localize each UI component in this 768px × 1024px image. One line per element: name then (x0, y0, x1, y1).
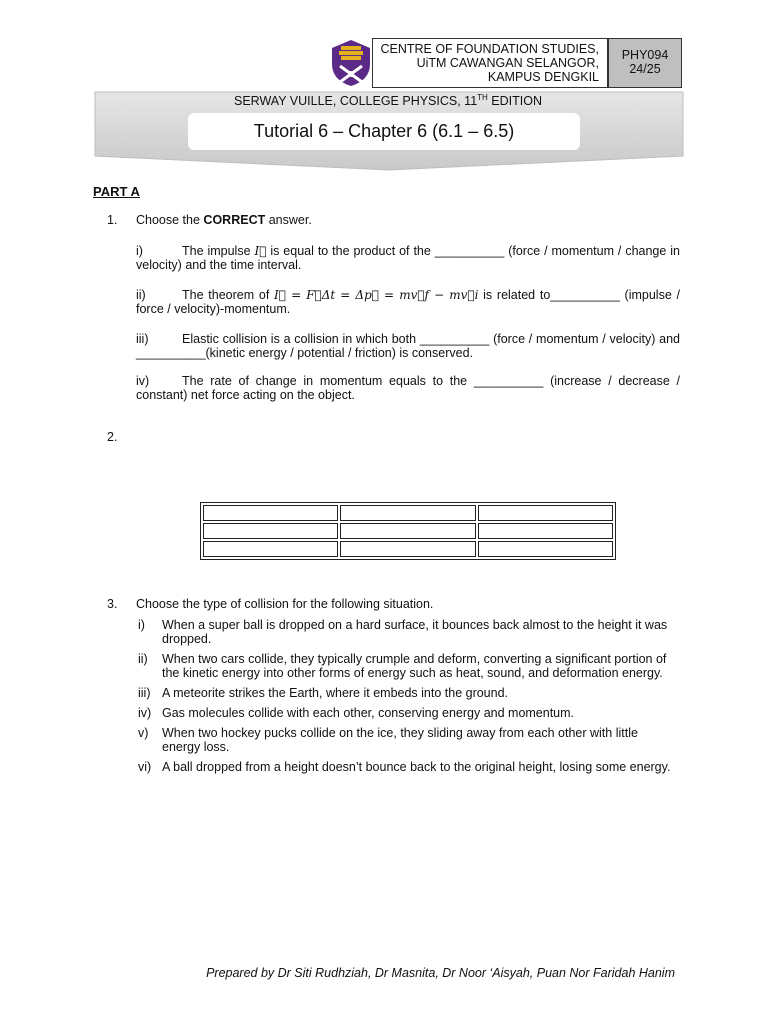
q3-text: When two hockey pucks collide on the ice, they sliding away from each other with little energy loss. (162, 726, 638, 754)
q1-instruction (136, 213, 312, 227)
list-item (136, 686, 676, 700)
answer-table (200, 502, 616, 560)
table-row (203, 523, 613, 539)
q1-item (136, 288, 680, 316)
list-item (136, 760, 676, 774)
q1-roman: iii) (136, 332, 149, 346)
q1-number: 1. (107, 213, 118, 227)
table-cell[interactable] (478, 523, 613, 539)
q3-roman: ii) (138, 652, 148, 666)
institution-box (372, 38, 608, 88)
q1-text: is equal to the product of the __________ (force / momentum / change in velocity) and the time interval. (136, 244, 680, 272)
q1-text: is related to__________ (impulse / force / velocity)-momentum. (136, 288, 680, 316)
table-cell[interactable] (478, 541, 613, 557)
institution-line: UiTM CAWANGAN SELANGOR, (416, 56, 599, 70)
q3-list (136, 618, 676, 780)
q1-text: The rate of change in momentum equals to the __________ (increase / decrease / constant) net force acting on the object. (136, 374, 680, 402)
footer-credits: Prepared by Dr Siti Rudhziah, Dr Masnita, Dr Noor ‘Aisyah, Puan Nor Faridah Hanim (206, 966, 675, 980)
list-item (136, 618, 676, 646)
q1-intro-pre: Choose the (136, 213, 204, 227)
list-item (136, 706, 676, 720)
q1-item (136, 332, 680, 360)
list-item (136, 726, 676, 754)
q3-roman: i) (138, 618, 145, 632)
institution-line: CENTRE OF FOUNDATION STUDIES, (380, 42, 599, 56)
table-cell[interactable] (478, 505, 613, 521)
q3-text: When two cars collide, they typically crumple and deform, converting a significant portion of the kinetic energy into other forms of energy such as heat, sound, and deformation energy. (162, 652, 667, 680)
q1-text: Elastic collision is a collision in which both __________ (force / momentum / velocity) and __________(kinetic energy / potential / friction) is conserved. (136, 332, 680, 360)
q3-instruction: Choose the type of collision for the following situation. (136, 597, 434, 611)
table-cell[interactable] (203, 505, 338, 521)
q1-roman: iv) (136, 374, 150, 388)
session: 24/25 (629, 62, 661, 76)
q2-number: 2. (107, 430, 118, 444)
q1-text: The theorem of (182, 288, 275, 302)
q1-equation: I⃗ = F⃗Δt = Δp⃗ = mv⃗f − mv⃗i (274, 288, 479, 302)
q1-item (136, 244, 680, 272)
institution-line: KAMPUS DENGKIL (487, 70, 599, 84)
part-a-heading: PART A (93, 184, 140, 199)
table-cell[interactable] (340, 541, 475, 557)
list-item (136, 652, 676, 680)
q1-intro-bold: CORRECT (203, 213, 266, 227)
q3-roman: iii) (138, 686, 151, 700)
textbook-line (93, 93, 683, 108)
q3-text: A meteorite strikes the Earth, where it embeds into the ground. (162, 686, 509, 700)
q1-item (136, 374, 680, 402)
table-cell[interactable] (203, 523, 338, 539)
q3-text: Gas molecules collide with each other, conserving energy and momentum. (162, 706, 575, 720)
uitm-logo (330, 38, 372, 88)
q1-roman: i) (136, 244, 143, 258)
q3-roman: v) (138, 726, 149, 740)
textbook-name: SERWAY VUILLE, COLLEGE PHYSICS, 11 (234, 94, 478, 109)
textbook-edition-sup: TH (477, 93, 488, 102)
q3-number: 3. (107, 597, 118, 611)
q1-equation: I⃗ (254, 244, 267, 258)
table-cell[interactable] (340, 523, 475, 539)
tutorial-title: Tutorial 6 – Chapter 6 (6.1 – 6.5) (188, 113, 580, 150)
q3-text: When a super ball is dropped on a hard surface, it bounces back almost to the height it was dropped. (162, 618, 668, 646)
q1-roman: ii) (136, 288, 146, 302)
course-code: PHY094 (621, 48, 669, 62)
q1-text: The impulse (182, 244, 255, 258)
table-cell[interactable] (203, 541, 338, 557)
q3-text: A ball dropped from a height doesn’t bounce back to the original height, losing some energy. (162, 760, 671, 774)
q3-roman: vi) (138, 760, 152, 774)
q3-roman: iv) (138, 706, 152, 720)
q1-intro-post: answer. (265, 213, 312, 227)
table-cell[interactable] (340, 505, 475, 521)
textbook-edition: EDITION (487, 94, 542, 109)
table-row (203, 505, 613, 521)
table-row (203, 541, 613, 557)
course-code-box (608, 38, 682, 88)
